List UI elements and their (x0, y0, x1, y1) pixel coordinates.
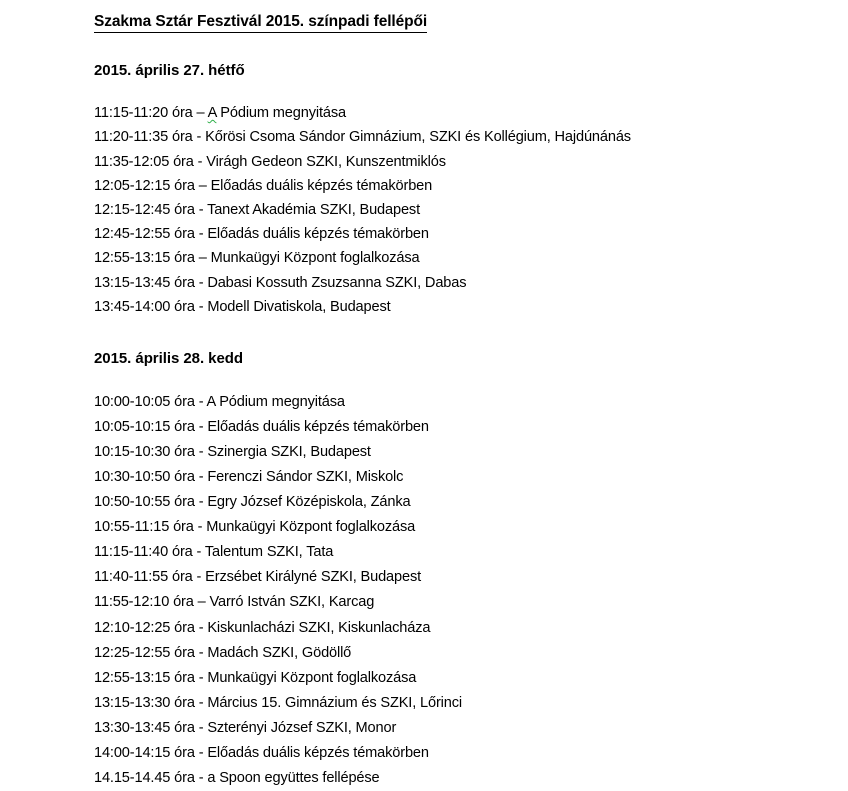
schedule-time: 13:15-13:30 óra (94, 694, 199, 711)
schedule-separator: - (198, 494, 208, 511)
schedule-item (94, 246, 848, 270)
schedule-time: 12:05-12:15 óra (94, 177, 199, 194)
schedule-event: Dabasi Kossuth Zsuzsanna SZKI, Dabas (207, 274, 467, 291)
schedule-event: Munkaügyi Központ foglalkozása (206, 519, 416, 536)
schedule-item (94, 666, 848, 691)
schedule-time: 10:50-10:55 óra (94, 494, 199, 511)
schedule-item (94, 590, 848, 615)
schedule-event: Tanext Akadémia SZKI, Budapest (207, 201, 420, 218)
schedule-item (94, 490, 848, 515)
schedule-event: Kiskunlacházi SZKI, Kiskunlacháza (207, 619, 431, 636)
schedule-item (94, 465, 848, 490)
schedule-event: Szinergia SZKI, Budapest (207, 443, 371, 460)
schedule-item (94, 691, 848, 716)
schedule-separator: - (198, 443, 208, 460)
schedule-event: Szterényi József SZKI, Monor (207, 719, 397, 736)
schedule-separator: - (197, 153, 207, 170)
schedule-separator: - (198, 201, 208, 218)
schedule-separator: - (198, 619, 208, 636)
schedule-event: A Pódium megnyitása (206, 393, 345, 410)
schedule-time: 12:45-12:55 óra (94, 226, 199, 243)
schedule-event: Madách SZKI, Gödöllő (207, 644, 352, 661)
schedule-event: Munkaügyi Központ foglalkozása (207, 669, 417, 686)
schedule-separator: - (198, 274, 208, 291)
schedule-time: 13:45-14:00 óra (94, 298, 199, 315)
schedule-time: 13:15-13:45 óra (94, 274, 199, 291)
schedule-separator: - (198, 745, 208, 762)
schedule-event: Munkaügyi Központ foglalkozása (210, 250, 420, 267)
schedule-event: Varró István SZKI, Karcag (209, 594, 375, 611)
schedule-event: Pódium megnyitása (216, 105, 346, 122)
schedule-separator: – (197, 594, 210, 611)
schedule-time: 13:30-13:45 óra (94, 719, 199, 736)
schedule-event: Ferenczi Sándor SZKI, Miskolc (207, 468, 404, 485)
schedule-item (94, 174, 848, 198)
spacer (94, 33, 848, 62)
schedule-separator: - (196, 569, 206, 586)
schedule-list-day-1 (94, 101, 848, 319)
schedule-time: 10:30-10:50 óra (94, 468, 199, 485)
schedule-event: a Spoon együttes fellépése (207, 770, 380, 787)
schedule-item (94, 741, 848, 766)
schedule-item (94, 222, 848, 246)
schedule-separator: - (198, 719, 208, 736)
schedule-time: 14.15-14.45 óra (94, 770, 199, 787)
schedule-separator: - (196, 544, 205, 561)
schedule-time: 12:55-13:15 óra (94, 250, 199, 267)
schedule-time: 12:25-12:55 óra (94, 644, 199, 661)
schedule-event: Előadás duális képzés témakörben (207, 226, 429, 243)
schedule-event: Március 15. Gimnázium és SZKI, Lőrinci (207, 694, 462, 711)
schedule-time: 12:15-12:45 óra (94, 201, 199, 218)
schedule-separator: - (198, 393, 207, 410)
schedule-time: 14:00-14:15 óra (94, 745, 199, 762)
schedule-time: 11:55-12:10 óra (94, 594, 198, 611)
schedule-item (94, 415, 848, 440)
day-heading: 2015. április 27. hétfő (94, 62, 245, 80)
schedule-separator: - (198, 770, 208, 787)
page-title: Szakma Sztár Fesztivál 2015. színpadi fellépői (94, 12, 427, 33)
schedule-separator: - (198, 226, 208, 243)
schedule-event: Egry József Középiskola, Zánka (207, 494, 411, 511)
schedule-separator: - (198, 468, 208, 485)
schedule-time: 10:15-10:30 óra (94, 443, 199, 460)
schedule-event: Talentum SZKI, Tata (204, 544, 334, 561)
schedule-separator: - (198, 669, 208, 686)
schedule-item (94, 101, 848, 125)
schedule-time: 11:15-11:40 óra (94, 544, 197, 561)
spacer (94, 81, 848, 101)
schedule-separator: – (196, 105, 208, 122)
schedule-item (94, 295, 848, 319)
schedule-item (94, 150, 848, 174)
schedule-event: Virágh Gedeon SZKI, Kunszentmiklós (206, 153, 446, 170)
schedule-item (94, 641, 848, 666)
spacer (94, 369, 848, 390)
schedule-event: Kőrösi Csoma Sándor Gimnázium, SZKI és Kollégium, Hajdúnánás (205, 129, 631, 146)
schedule-event: Előadás duális képzés témakörben (207, 418, 429, 435)
schedule-event: Előadás duális képzés témakörben (210, 177, 433, 194)
schedule-time: 10:55-11:15 óra (94, 519, 198, 536)
schedule-event: Modell Divatiskola, Budapest (207, 298, 391, 315)
schedule-item (94, 716, 848, 741)
schedule-item (94, 271, 848, 295)
schedule-separator: - (198, 298, 208, 315)
day-section-2 (94, 350, 848, 791)
schedule-separator: - (196, 129, 206, 146)
schedule-item (94, 565, 848, 590)
schedule-separator: - (198, 694, 208, 711)
day-section-1 (94, 62, 848, 319)
schedule-time: 10:00-10:05 óra (94, 393, 199, 410)
schedule-time: 11:40-11:55 óra (94, 569, 197, 586)
spacer (94, 319, 848, 350)
schedule-separator: - (198, 644, 208, 661)
schedule-time: 11:20-11:35 óra (94, 129, 197, 146)
schedule-time: 11:15-11:20 óra (94, 105, 197, 122)
schedule-time: 11:35-12:05 óra (94, 153, 198, 170)
schedule-time: 12:10-12:25 óra (94, 619, 199, 636)
schedule-separator: - (198, 418, 208, 435)
schedule-item (94, 540, 848, 565)
schedule-separator: – (198, 250, 211, 267)
schedule-item (94, 198, 848, 222)
schedule-item (94, 390, 848, 415)
schedule-event: Előadás duális képzés témakörben (207, 745, 429, 762)
schedule-separator: - (197, 519, 207, 536)
day-heading: 2015. április 28. kedd (94, 349, 243, 367)
schedule-time: 12:55-13:15 óra (94, 669, 199, 686)
schedule-time: 10:05-10:15 óra (94, 418, 199, 435)
schedule-item (94, 125, 848, 149)
schedule-item (94, 440, 848, 465)
schedule-list-day-2 (94, 390, 848, 791)
schedule-separator: – (198, 177, 211, 194)
schedule-event-misspelled: A (207, 105, 217, 122)
schedule-item (94, 616, 848, 641)
schedule-event: Erzsébet Királyné SZKI, Budapest (205, 569, 422, 586)
schedule-item (94, 515, 848, 540)
